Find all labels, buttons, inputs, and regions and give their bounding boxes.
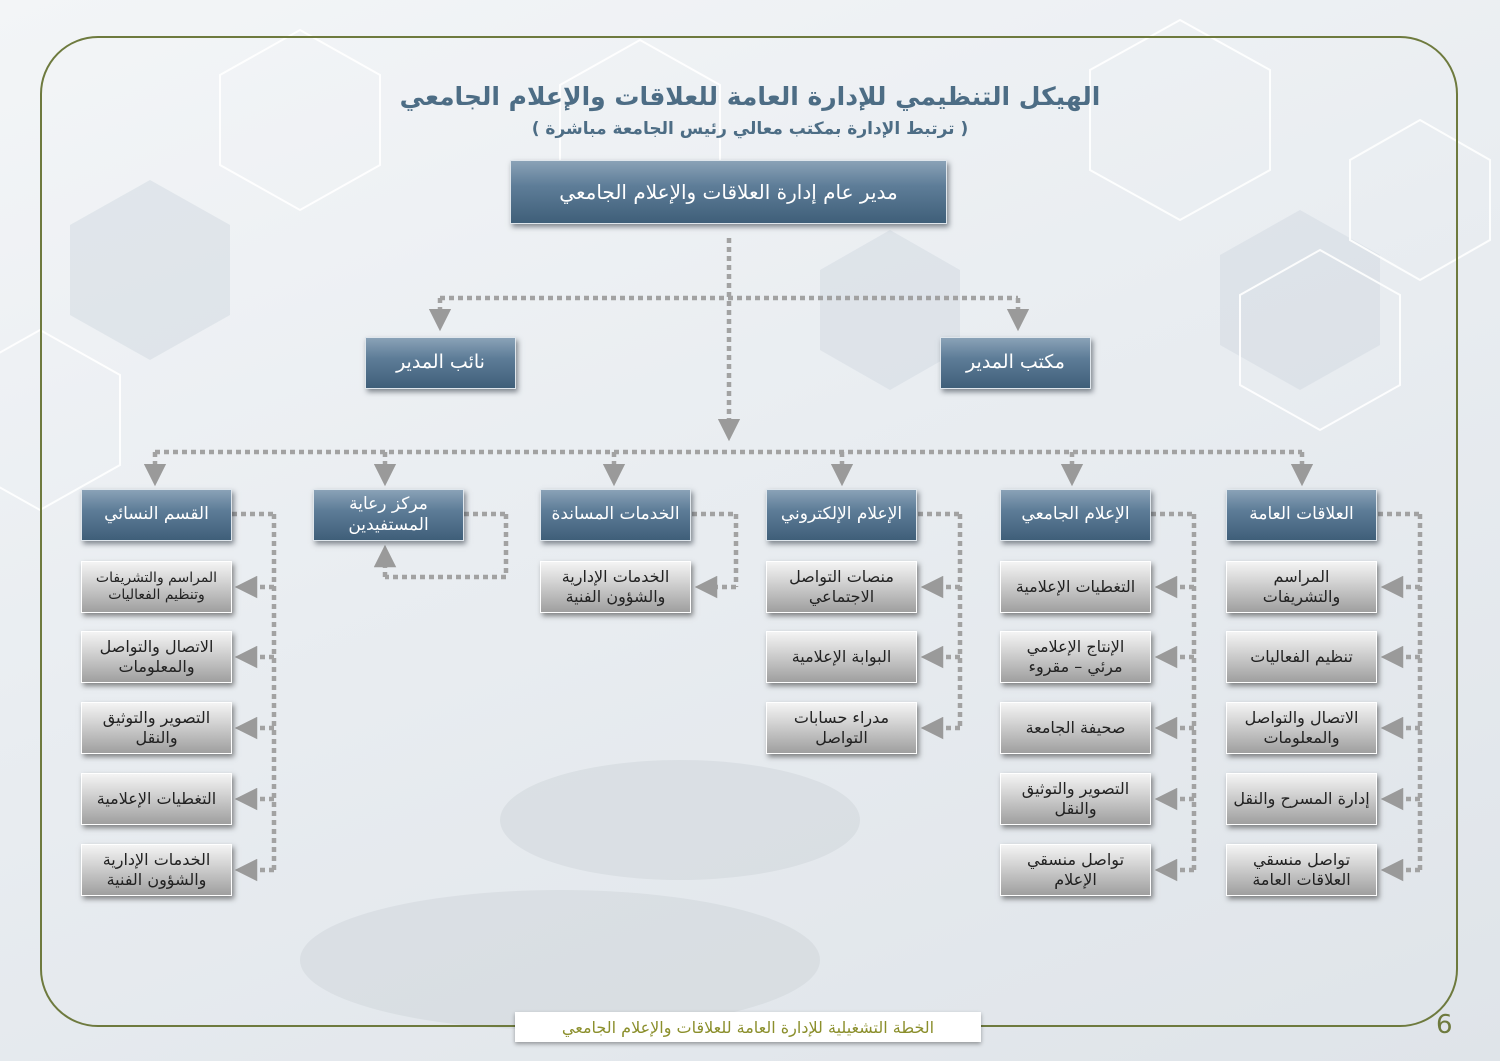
unit-node: الخدمات الإدارية والشؤون الفنية (540, 561, 691, 613)
department-university-media: الإعلام الجامعي (1000, 489, 1151, 541)
page-title: الهيكل التنظيمي للإدارة العامة للعلاقات والإعلام الجامعي (399, 82, 1101, 111)
department-beneficiaries-center: مركز رعاية المستفيدين (313, 489, 464, 541)
department-electronic-media: الإعلام الإلكتروني (766, 489, 917, 541)
general-manager-node: مدير عام إدارة العلاقات والإعلام الجامعي (510, 160, 947, 224)
deputy-manager-node: نائب المدير (365, 337, 516, 389)
unit-node: الاتصال والتواصل والمعلومات (81, 631, 232, 683)
unit-node: إدارة المسرح والنقل (1226, 773, 1377, 825)
unit-node: تواصل منسقي العلاقات العامة (1226, 844, 1377, 896)
unit-node: الخدمات الإدارية والشؤون الفنية (81, 844, 232, 896)
unit-node: تواصل منسقي الإعلام (1000, 844, 1151, 896)
unit-node: صحيفة الجامعة (1000, 702, 1151, 754)
unit-node: الإنتاج الإعلامي مرئي – مقروء (1000, 631, 1151, 683)
unit-node: التصوير والتوثيق والنقل (81, 702, 232, 754)
department-women-section: القسم النسائي (81, 489, 232, 541)
unit-node: المراسم والتشريفات وتنظيم الفعاليات (81, 561, 232, 613)
department-public-relations: العلاقات العامة (1226, 489, 1377, 541)
page-subtitle: ( ترتبط الإدارة بمكتب معالي رئيس الجامعة مباشرة ) (531, 119, 969, 139)
unit-node: الاتصال والتواصل والمعلومات (1226, 702, 1377, 754)
unit-node: البوابة الإعلامية (766, 631, 917, 683)
unit-node: المراسم والتشريفات (1226, 561, 1377, 613)
page-number: 6 (1436, 1010, 1453, 1040)
unit-node: تنظيم الفعاليات (1226, 631, 1377, 683)
unit-node: التغطيات الإعلامية (1000, 561, 1151, 613)
unit-node: التصوير والتوثيق والنقل (1000, 773, 1151, 825)
unit-node: منصات التواصل الاجتماعي (766, 561, 917, 613)
unit-node: التغطيات الإعلامية (81, 773, 232, 825)
unit-node: مدراء حسابات التواصل (766, 702, 917, 754)
department-support-services: الخدمات المساندة (540, 489, 691, 541)
manager-office-node: مكتب المدير (940, 337, 1091, 389)
footer-label: الخطة التشغيلية للإدارة العامة للعلاقات والإعلام الجامعي (515, 1012, 981, 1042)
